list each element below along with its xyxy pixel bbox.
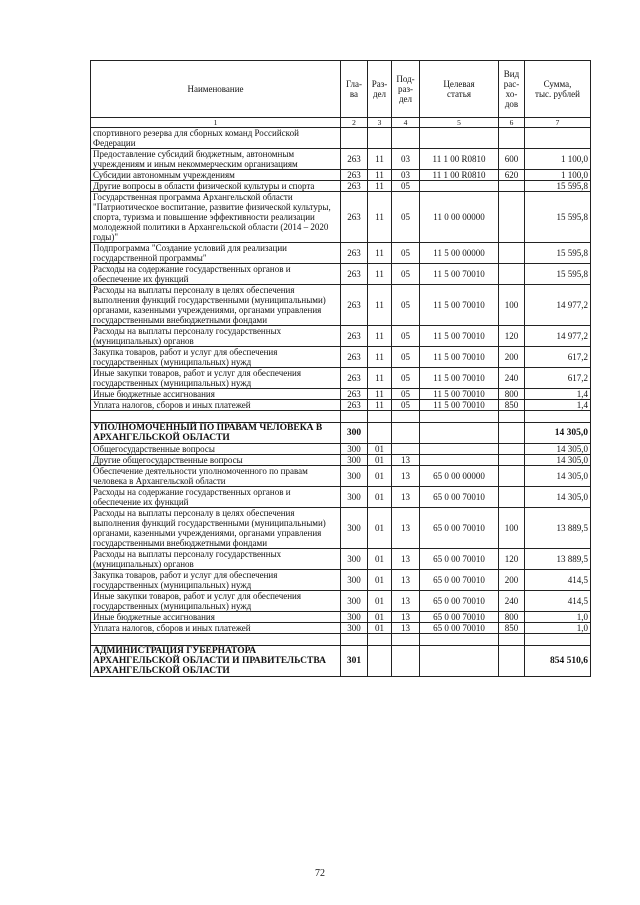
row-summa: 13 889,5 xyxy=(525,549,591,570)
row-name: Иные закупки товаров, работ и услуг для обеспечения государственных (муниципальных) нужд xyxy=(91,591,341,612)
row-podrazdel: 05 xyxy=(392,181,420,192)
row-summa: 1 100,0 xyxy=(525,170,591,181)
row-vid xyxy=(499,423,525,444)
row-vid: 800 xyxy=(499,389,525,400)
row-tselevaya xyxy=(420,444,499,455)
row-name xyxy=(91,634,341,646)
row-glava xyxy=(341,411,368,423)
header-summa: Сумма, тыс. рублей xyxy=(525,61,591,118)
row-razdel: 11 xyxy=(368,170,392,181)
row-name: Расходы на выплаты персоналу государственных (муниципальных) органов xyxy=(91,326,341,347)
row-tselevaya: 65 0 00 70010 xyxy=(420,570,499,591)
row-podrazdel xyxy=(392,423,420,444)
row-razdel: 01 xyxy=(368,612,392,623)
row-summa: 14 305,0 xyxy=(525,423,591,444)
row-name: Другие вопросы в области физической культуры и спорта xyxy=(91,181,341,192)
row-vid: 100 xyxy=(499,285,525,326)
row-tselevaya xyxy=(420,646,499,677)
row-summa: 414,5 xyxy=(525,591,591,612)
row-podrazdel: 05 xyxy=(392,347,420,368)
row-tselevaya: 65 0 00 70010 xyxy=(420,591,499,612)
header-row xyxy=(91,61,591,118)
row-vid: 850 xyxy=(499,400,525,411)
row-tselevaya: 11 5 00 70010 xyxy=(420,347,499,368)
row-vid: 200 xyxy=(499,347,525,368)
row-tselevaya: 65 0 00 70010 xyxy=(420,549,499,570)
row-razdel: 01 xyxy=(368,508,392,549)
row-vid: 120 xyxy=(499,326,525,347)
row-name: спортивного резерва для сборных команд Российской Федерации xyxy=(91,128,341,149)
header-tselevaya: Целевая статья xyxy=(420,61,499,118)
row-podrazdel: 13 xyxy=(392,487,420,508)
row-glava: 263 xyxy=(341,285,368,326)
row-vid: 100 xyxy=(499,508,525,549)
row-glava: 300 xyxy=(341,549,368,570)
row-vid: 200 xyxy=(499,570,525,591)
row-glava: 300 xyxy=(341,508,368,549)
row-tselevaya: 11 1 00 R0810 xyxy=(420,149,499,170)
row-name: Государственная программа Архангельской области "Патриотическое воспитание, развитие физической культуры, спорта, туризма и повышение эффективности реализации молодежной политики в Архангельской области (2014 – 2020 годы)" xyxy=(91,192,341,243)
row-summa: 1,0 xyxy=(525,612,591,623)
row-razdel: 11 xyxy=(368,389,392,400)
row-name: Расходы на выплаты персоналу в целях обеспечения выполнения функций государственными (муниципальными) органами, казенными учреждениями, органами управления государственными внебюджетными фондами xyxy=(91,285,341,326)
row-tselevaya: 11 5 00 00000 xyxy=(420,243,499,264)
row-vid: 240 xyxy=(499,368,525,389)
row-tselevaya xyxy=(420,455,499,466)
row-glava: 263 xyxy=(341,264,368,285)
row-glava: 300 xyxy=(341,612,368,623)
table-row xyxy=(91,423,591,444)
row-summa: 15 595,8 xyxy=(525,192,591,243)
row-podrazdel: 03 xyxy=(392,170,420,181)
col-number: 1 xyxy=(91,118,341,128)
row-tselevaya: 11 5 00 70010 xyxy=(420,285,499,326)
table-row xyxy=(91,181,591,192)
row-razdel: 01 xyxy=(368,455,392,466)
row-name: Закупка товаров, работ и услуг для обеспечения государственных (муниципальных) нужд xyxy=(91,347,341,368)
header-glava: Гла- ва xyxy=(341,61,368,118)
row-vid xyxy=(499,646,525,677)
row-glava xyxy=(341,128,368,149)
row-glava: 300 xyxy=(341,570,368,591)
row-summa: 414,5 xyxy=(525,570,591,591)
row-tselevaya xyxy=(420,411,499,423)
row-tselevaya: 65 0 00 70010 xyxy=(420,508,499,549)
row-razdel: 11 xyxy=(368,400,392,411)
row-podrazdel: 13 xyxy=(392,612,420,623)
table-row xyxy=(91,128,591,149)
table-row xyxy=(91,466,591,487)
row-summa: 617,2 xyxy=(525,368,591,389)
row-name: Обеспечение деятельности уполномоченного по правам человека в Архангельской области xyxy=(91,466,341,487)
spacer-row xyxy=(91,411,591,423)
row-podrazdel: 13 xyxy=(392,455,420,466)
header-name: Наименование xyxy=(91,61,341,118)
row-name: Субсидии автономным учреждениям xyxy=(91,170,341,181)
row-glava: 300 xyxy=(341,466,368,487)
row-summa: 14 305,0 xyxy=(525,455,591,466)
table-row xyxy=(91,444,591,455)
row-tselevaya: 11 5 00 70010 xyxy=(420,368,499,389)
row-vid xyxy=(499,487,525,508)
row-tselevaya: 11 1 00 R0810 xyxy=(420,170,499,181)
table-row xyxy=(91,368,591,389)
row-podrazdel: 05 xyxy=(392,368,420,389)
table-row xyxy=(91,264,591,285)
row-glava: 300 xyxy=(341,487,368,508)
row-podrazdel xyxy=(392,646,420,677)
row-summa xyxy=(525,128,591,149)
page-number: 72 xyxy=(315,868,325,879)
row-tselevaya xyxy=(420,128,499,149)
row-glava: 300 xyxy=(341,455,368,466)
row-vid: 800 xyxy=(499,612,525,623)
row-vid xyxy=(499,128,525,149)
row-name: Закупка товаров, работ и услуг для обеспечения государственных (муниципальных) нужд xyxy=(91,570,341,591)
row-name: Расходы на выплаты персоналу в целях обеспечения выполнения функций государственными (муниципальными) органами, казенными учреждениями, органами управления государственными внебюджетными фондами xyxy=(91,508,341,549)
spacer-row xyxy=(91,634,591,646)
row-summa: 14 977,2 xyxy=(525,326,591,347)
row-name: УПОЛНОМОЧЕННЫЙ ПО ПРАВАМ ЧЕЛОВЕКА В АРХАНГЕЛЬСКОЙ ОБЛАСТИ xyxy=(91,423,341,444)
row-glava: 263 xyxy=(341,243,368,264)
col-number: 3 xyxy=(368,118,392,128)
table-row xyxy=(91,549,591,570)
row-podrazdel xyxy=(392,634,420,646)
row-razdel: 11 xyxy=(368,347,392,368)
row-summa: 15 595,8 xyxy=(525,264,591,285)
row-summa: 14 305,0 xyxy=(525,444,591,455)
row-summa xyxy=(525,411,591,423)
row-glava: 300 xyxy=(341,444,368,455)
row-vid xyxy=(499,455,525,466)
table-row xyxy=(91,623,591,634)
row-razdel: 11 xyxy=(368,285,392,326)
row-podrazdel: 05 xyxy=(392,243,420,264)
table-row xyxy=(91,612,591,623)
table-row xyxy=(91,389,591,400)
row-name: Общегосударственные вопросы xyxy=(91,444,341,455)
col-number: 5 xyxy=(420,118,499,128)
row-summa: 854 510,6 xyxy=(525,646,591,677)
row-tselevaya: 11 5 00 70010 xyxy=(420,326,499,347)
row-tselevaya: 11 0 00 00000 xyxy=(420,192,499,243)
row-vid xyxy=(499,634,525,646)
table-row xyxy=(91,192,591,243)
row-summa: 13 889,5 xyxy=(525,508,591,549)
row-podrazdel xyxy=(392,411,420,423)
row-name: Другие общегосударственные вопросы xyxy=(91,455,341,466)
row-razdel: 11 xyxy=(368,368,392,389)
row-summa: 14 305,0 xyxy=(525,487,591,508)
table-row xyxy=(91,149,591,170)
row-razdel: 01 xyxy=(368,444,392,455)
row-vid xyxy=(499,466,525,487)
row-razdel: 01 xyxy=(368,591,392,612)
table-row xyxy=(91,646,591,677)
row-razdel: 01 xyxy=(368,623,392,634)
row-name: Расходы на содержание государственных органов и обеспечение их функций xyxy=(91,487,341,508)
row-summa: 1,4 xyxy=(525,389,591,400)
row-razdel: 11 xyxy=(368,149,392,170)
table-row xyxy=(91,243,591,264)
row-glava: 263 xyxy=(341,149,368,170)
row-tselevaya: 11 5 00 70010 xyxy=(420,400,499,411)
header-podrazdel: Под- раз- дел xyxy=(392,61,420,118)
row-name: АДМИНИСТРАЦИЯ ГУБЕРНАТОРА АРХАНГЕЛЬСКОЙ ОБЛАСТИ И ПРАВИТЕЛЬСТВА АРХАНГЕЛЬСКОЙ ОБЛАСТИ xyxy=(91,646,341,677)
row-glava xyxy=(341,634,368,646)
row-glava: 263 xyxy=(341,347,368,368)
row-razdel xyxy=(368,423,392,444)
table-row xyxy=(91,591,591,612)
row-podrazdel: 13 xyxy=(392,466,420,487)
table-row xyxy=(91,570,591,591)
row-glava: 301 xyxy=(341,646,368,677)
row-vid xyxy=(499,243,525,264)
row-name: Подпрограмма "Создание условий для реализации государственной программы" xyxy=(91,243,341,264)
row-glava: 300 xyxy=(341,623,368,634)
row-glava: 263 xyxy=(341,400,368,411)
row-summa: 14 305,0 xyxy=(525,466,591,487)
row-tselevaya: 11 5 00 70010 xyxy=(420,389,499,400)
row-tselevaya xyxy=(420,423,499,444)
table-row xyxy=(91,487,591,508)
row-podrazdel: 05 xyxy=(392,264,420,285)
table-row xyxy=(91,285,591,326)
row-podrazdel: 13 xyxy=(392,570,420,591)
row-vid xyxy=(499,181,525,192)
row-vid: 120 xyxy=(499,549,525,570)
row-podrazdel: 13 xyxy=(392,508,420,549)
row-tselevaya: 65 0 00 70010 xyxy=(420,612,499,623)
row-razdel: 01 xyxy=(368,549,392,570)
row-summa: 1 100,0 xyxy=(525,149,591,170)
row-summa: 14 977,2 xyxy=(525,285,591,326)
col-number: 2 xyxy=(341,118,368,128)
row-razdel: 11 xyxy=(368,264,392,285)
row-tselevaya: 65 0 00 70010 xyxy=(420,623,499,634)
row-name: Предоставление субсидий бюджетным, автономным учреждениям и иным некоммерческим организациям xyxy=(91,149,341,170)
row-podrazdel: 05 xyxy=(392,285,420,326)
row-summa: 1,0 xyxy=(525,623,591,634)
row-podrazdel: 05 xyxy=(392,400,420,411)
row-glava: 263 xyxy=(341,326,368,347)
row-podrazdel: 05 xyxy=(392,192,420,243)
column-number-row xyxy=(91,118,591,128)
row-name: Иные бюджетные ассигнования xyxy=(91,389,341,400)
row-tselevaya: 65 0 00 00000 xyxy=(420,466,499,487)
col-number: 7 xyxy=(525,118,591,128)
row-razdel: 11 xyxy=(368,326,392,347)
row-razdel xyxy=(368,411,392,423)
table-row xyxy=(91,326,591,347)
row-razdel: 11 xyxy=(368,192,392,243)
row-podrazdel xyxy=(392,444,420,455)
row-glava: 263 xyxy=(341,389,368,400)
row-name: Уплата налогов, сборов и иных платежей xyxy=(91,400,341,411)
row-glava: 263 xyxy=(341,192,368,243)
row-name: Расходы на содержание государственных органов и обеспечение их функций xyxy=(91,264,341,285)
row-tselevaya: 11 5 00 70010 xyxy=(420,264,499,285)
row-podrazdel: 13 xyxy=(392,591,420,612)
header-razdel: Раз- дел xyxy=(368,61,392,118)
header-vid: Вид рас- хо- дов xyxy=(499,61,525,118)
row-vid xyxy=(499,411,525,423)
row-razdel xyxy=(368,128,392,149)
row-name: Иные бюджетные ассигнования xyxy=(91,612,341,623)
row-name xyxy=(91,411,341,423)
row-vid: 600 xyxy=(499,149,525,170)
row-glava: 263 xyxy=(341,181,368,192)
row-podrazdel: 05 xyxy=(392,326,420,347)
row-name: Расходы на выплаты персоналу государственных (муниципальных) органов xyxy=(91,549,341,570)
row-vid: 620 xyxy=(499,170,525,181)
row-razdel: 01 xyxy=(368,466,392,487)
table-row xyxy=(91,347,591,368)
budget-table xyxy=(90,60,591,677)
row-tselevaya: 65 0 00 70010 xyxy=(420,487,499,508)
row-vid xyxy=(499,264,525,285)
row-summa: 15 595,8 xyxy=(525,243,591,264)
row-tselevaya xyxy=(420,181,499,192)
row-podrazdel: 05 xyxy=(392,389,420,400)
row-vid: 850 xyxy=(499,623,525,634)
row-summa: 617,2 xyxy=(525,347,591,368)
table-body xyxy=(91,128,591,677)
row-glava: 263 xyxy=(341,170,368,181)
row-tselevaya xyxy=(420,634,499,646)
row-name: Уплата налогов, сборов и иных платежей xyxy=(91,623,341,634)
row-razdel: 11 xyxy=(368,243,392,264)
row-podrazdel: 13 xyxy=(392,623,420,634)
table-row xyxy=(91,170,591,181)
table-row xyxy=(91,508,591,549)
row-summa xyxy=(525,634,591,646)
row-vid: 240 xyxy=(499,591,525,612)
row-razdel: 11 xyxy=(368,181,392,192)
row-podrazdel xyxy=(392,128,420,149)
row-razdel xyxy=(368,646,392,677)
row-glava: 263 xyxy=(341,368,368,389)
table-row xyxy=(91,400,591,411)
col-number: 4 xyxy=(392,118,420,128)
row-name: Иные закупки товаров, работ и услуг для обеспечения государственных (муниципальных) нужд xyxy=(91,368,341,389)
row-glava: 300 xyxy=(341,423,368,444)
col-number: 6 xyxy=(499,118,525,128)
row-podrazdel: 03 xyxy=(392,149,420,170)
row-vid xyxy=(499,192,525,243)
row-podrazdel: 13 xyxy=(392,549,420,570)
row-glava: 300 xyxy=(341,591,368,612)
table-row xyxy=(91,455,591,466)
row-summa: 1,4 xyxy=(525,400,591,411)
row-razdel: 01 xyxy=(368,570,392,591)
row-razdel xyxy=(368,634,392,646)
row-razdel: 01 xyxy=(368,487,392,508)
row-vid xyxy=(499,444,525,455)
row-summa: 15 595,8 xyxy=(525,181,591,192)
